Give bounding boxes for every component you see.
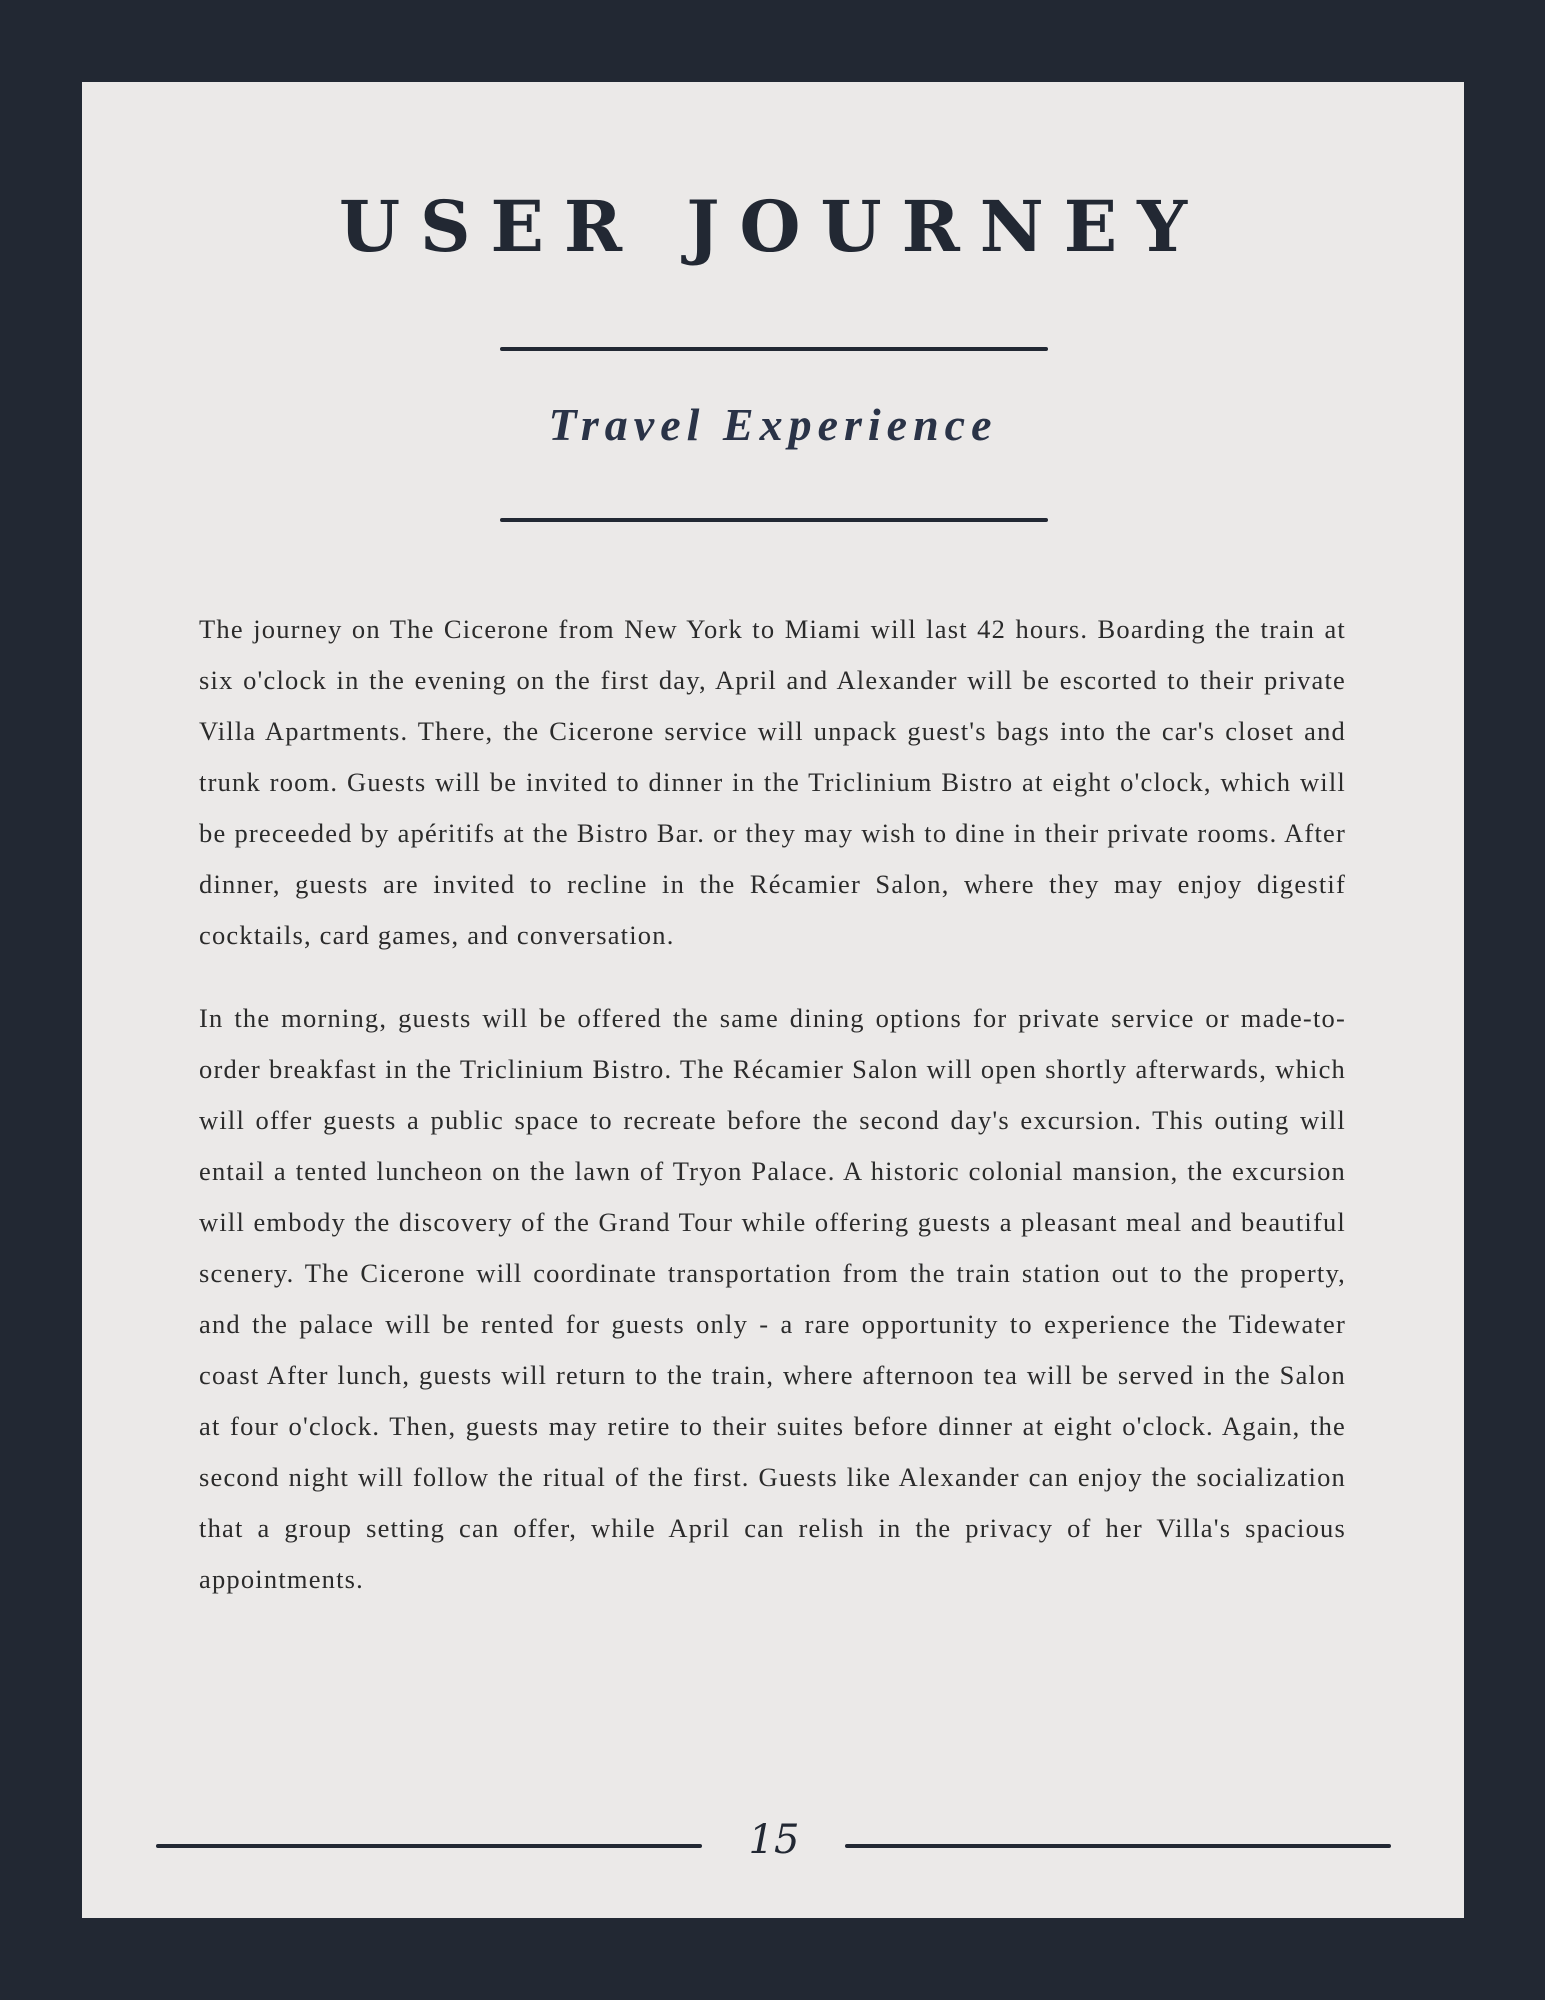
- body-paragraph-2: In the morning, guests will be offered the same dining options for private service or made-to-order breakfast in the Triclinium Bistro. The Récamier Salon will open shortly afterwards, which will offer guests a public space to recreate before the second day's excursion. This outing will entail a tented luncheon on the lawn of Tryon Palace. A historic colonial mansion, the excursion will embody the discovery of the Grand Tour while offering guests a pleasant meal and beautiful scenery. The Cicerone will coordinate transportation from the train station out to the property, and the palace will be rented for guests only - a rare opportunity to experience the Tidewater coast After lunch, guests will return to the train, where afternoon tea will be served in the Salon at four o'clock. Then, guests may retire to their suites before dinner at eight o'clock. Again, the second night will follow the ritual of the first. Guests like Alexander can enjoy the socialization that a group setting can offer, while April can relish in the privacy of her Villa's spacious appointments.: [199, 1003, 1346, 1594]
- page-number: 15: [748, 1817, 800, 1863]
- page-subtitle: Travel Experience: [548, 399, 998, 450]
- body-text: [199, 604, 1346, 1637]
- title-divider-bottom: [500, 518, 1048, 522]
- body-paragraph-1: The journey on The Cicerone from New York to Miami will last 42 hours. Boarding the train at six o'clock in the evening on the first day, April and Alexander will be escorted to their private Villa Apartments. There, the Cicerone service will unpack guest's bags into the car's closet and trunk room. Guests will be invited to dinner in the Triclinium Bistro at eight o'clock, which will be preceeded by apéritifs at the Bistro Bar. or they may wish to dine in their private rooms. After dinner, guests are invited to recline in the Récamier Salon, where they may enjoy digestif cocktails, card games, and conversation.: [199, 614, 1346, 950]
- title-divider-top: [500, 347, 1048, 351]
- footer-divider-right: [845, 1844, 1391, 1848]
- footer-divider-left: [156, 1844, 702, 1848]
- page-title: USER JOURNEY: [338, 185, 1208, 268]
- document-page: [82, 82, 1464, 1918]
